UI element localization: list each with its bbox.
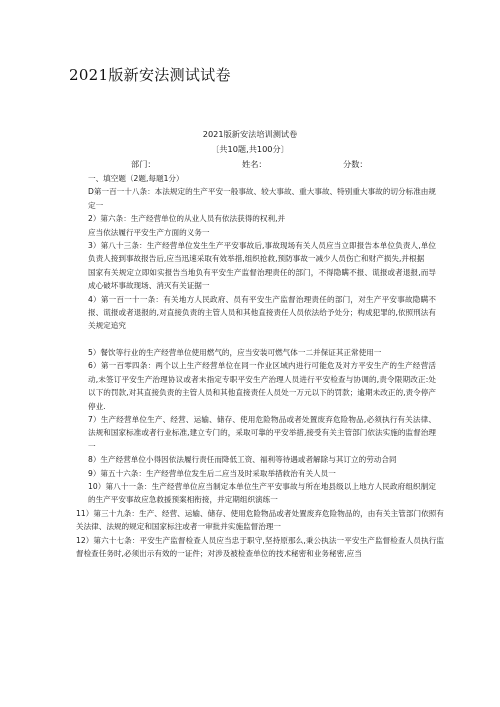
- question-8: 8）生产经营单位小得因依法履行责任而降低工资、福利等待遇或者解除与其订立的劳动合同: [88, 455, 397, 465]
- exam-score-info: 〔共10题,共100分〕: [211, 144, 289, 154]
- question-11: 11）第三十九条：生产、经营、运输、储存、使用危险物品或者处置废弃危险物品的，由有关主管部门依照有关法律、法规的规定和国家标注或者一审批并实施监督治理一: [76, 508, 444, 532]
- score-label: 分数：: [343, 159, 368, 169]
- question-1: D第一百一十八条：本法规定的生产平安一般事故、较大事故、重大事故、特别重大事故的切分标准由规定一: [88, 187, 436, 210]
- question-10: 10）第八十一条：生产经营单位应当制定本单位生产平安事故与所在地县级以上地方人民政府组织制定的生产平安事故应急救援预案相衔接，并定期组织演练一: [88, 481, 436, 505]
- question-3-cont: 国家有关规定立即如实报告当地负有平安生产监督治理责任的部门，不得隐瞒不报、谎报或者退报,而导成心破坏事故现场、消灭有关证据一: [88, 267, 436, 291]
- question-3: 3）第八十三条：生产经营单位发生生产平安事故后,事故现场有关人员应当立即报告本单位负责人,单位负责人接到事故报告后,应当迅速采取有效举措,组织抢救,预防事故一减少人员伤亡和财产损失,并根据: [88, 241, 436, 264]
- name-label: 姓名：: [242, 159, 267, 169]
- exam-body: [76, 172, 444, 560]
- document-title: 2021版新安法测试试卷: [69, 66, 231, 84]
- question-9: 9）第五十六条：生产经营单位发生后二应当及时采取举措救治有关人员一: [88, 468, 336, 478]
- question-2-cont: 应当依法履行平安生产方面的义务一: [88, 227, 210, 237]
- question-2: 2）第六条：生产经营单位的从业人员有依法获得的权利,并: [88, 214, 286, 224]
- section-heading: 一、填空题（2题,每题1分）: [88, 174, 184, 183]
- department-label: 部门：: [131, 159, 156, 169]
- question-4: 4）第一百一十一条：有关地方人民政府、员有平安生产监督治理责任的部门，对生产平安事故隐瞒不报、谎报或者退报的,对直接负责的主管人员和其他直接责任人员依法给予处分；构成犯罪的,依照刑法有关规定追究: [88, 294, 436, 331]
- question-12: 12）第六十七条：平安生产监督检查人员应当忠于职守,坚持原那么,秉公执法一平安生产监督检查人员执行监督检查任务时,必须出示有效的一证件；对涉及被检查单位的技术秘密和业务秘密,应当: [76, 535, 444, 558]
- question-7: 7）生产经营单位生产、经营、运输、储存、使用危险物品或者处置废弃危险物品,必须执行有关法律、法规和国家标准或者行业标准,建立专门的，采取可靠的平安举措,接受有关主管部门依法实施的监督治理一: [88, 414, 436, 451]
- question-6: 6）第一百零四条：两个以上生产经营单位在同一作业区域内进行可能危及对方平安生产的生产经营活动,未签订平安生产治理协议或者未指定专职平安生产治理人员进行平安检查与协调的,责令限期改正:处以下的罚款,对其直接负责的主管人员和其他直接责任人员处一万元以下的罚款；逾期未改正的,责令停产停业.: [88, 361, 436, 411]
- paragraph-gap: [88, 333, 436, 346]
- exam-subtitle: 2021版新安法培训测试卷: [202, 129, 298, 139]
- question-5: 5）餐饮等行业的生产经营单位使用燃气的，应当安装可燃气体一二并保证其正常使用一: [88, 347, 382, 357]
